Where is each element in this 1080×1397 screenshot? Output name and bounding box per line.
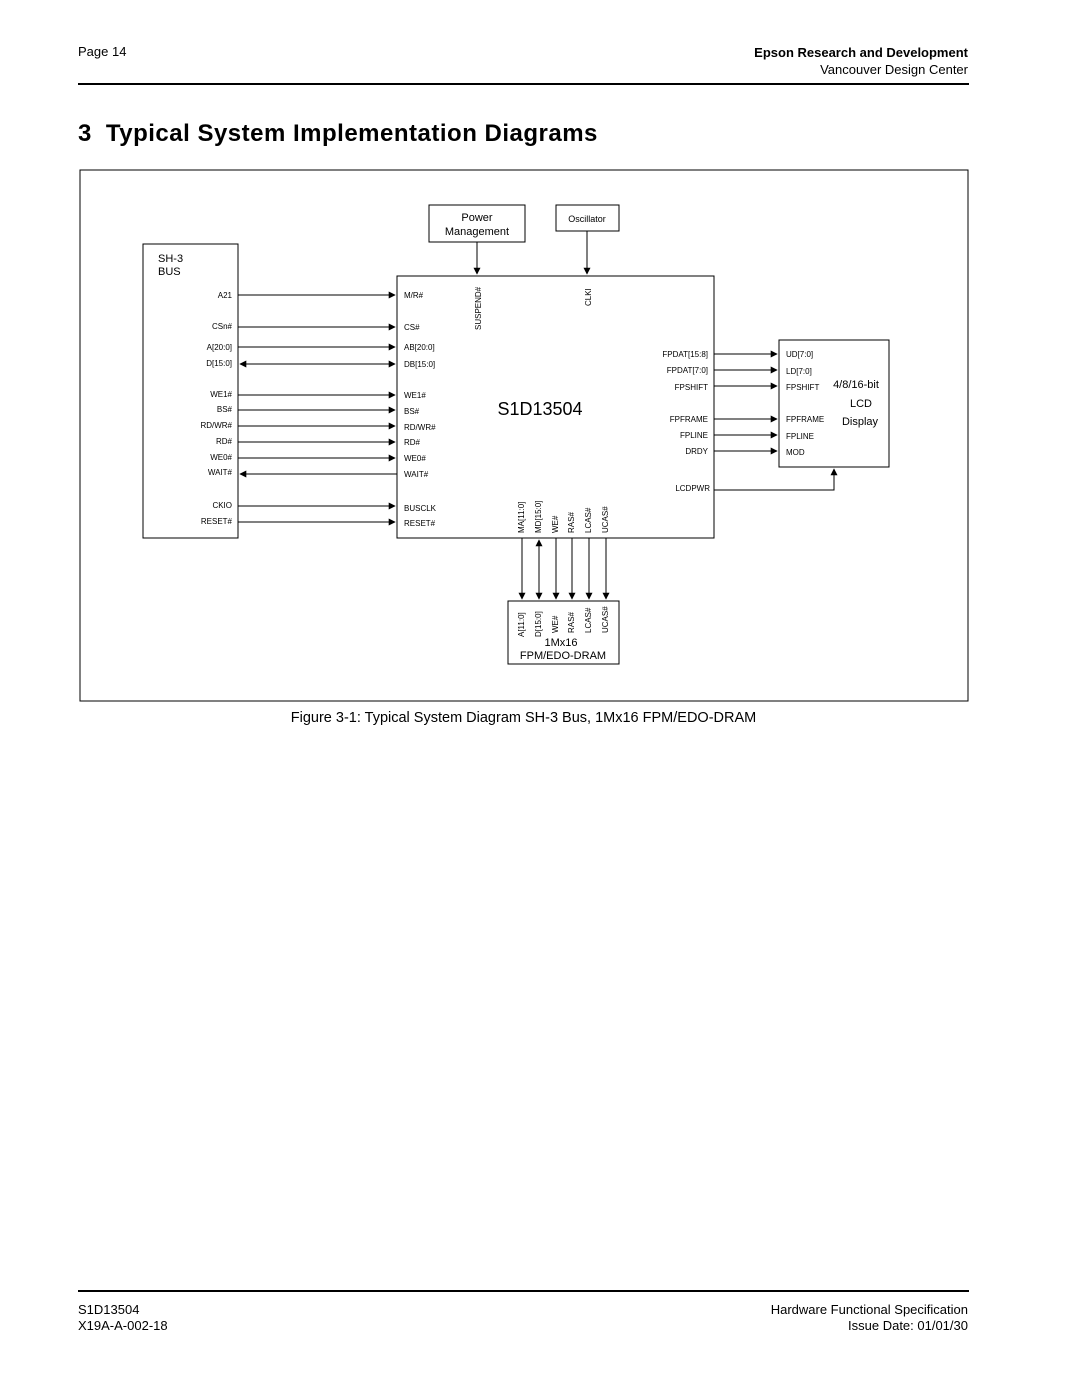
sh3-signal-reset: RESET# xyxy=(200,517,232,526)
lcd-label-line2: LCD xyxy=(849,398,873,410)
chip-name: S1D13504 xyxy=(497,399,583,419)
dram-pin-we: WE# xyxy=(551,615,560,633)
dram-label-line2: FPM/EDO-DRAM xyxy=(519,650,607,662)
power-management-line2: Management xyxy=(444,226,510,238)
power-management-line1: Power xyxy=(461,212,493,224)
dram-pin-d15-0: D[15:0] xyxy=(534,611,543,637)
lcd-pin-fpshift: FPSHIFT xyxy=(786,383,820,392)
sh3-signal-we0: WE0# xyxy=(210,453,232,462)
division-name: Vancouver Design Center xyxy=(820,62,968,77)
chip-pin-lcas: LCAS# xyxy=(584,507,593,533)
footer-right xyxy=(771,1302,968,1334)
chip-pin-lcdpwr: LCDPWR xyxy=(675,484,710,493)
chip-pin-ras: RAS# xyxy=(567,512,576,533)
section-title-text: Typical System Implementation Diagrams xyxy=(105,120,598,147)
chip-pin-we: WE# xyxy=(551,515,560,533)
chip-pin-wait: WAIT# xyxy=(404,470,429,479)
section-number: 3 xyxy=(78,120,92,147)
figure-caption: Figure 3-1: Typical System Diagram SH-3 Bus, 1Mx16 FPM/EDO-DRAM xyxy=(290,710,757,726)
conn-lcdpwr xyxy=(714,469,834,490)
chip-pin-busclk: BUSCLK xyxy=(404,504,437,513)
dram-pin-ucas: UCAS# xyxy=(601,606,610,633)
lcd-pin-ld7-0: LD[7:0] xyxy=(786,367,812,376)
chip-pin-fpframe: FPFRAME xyxy=(669,415,708,424)
sh3-signal-d15-0: D[15:0] xyxy=(206,359,232,368)
footer-issue-date: Issue Date: 01/01/30 xyxy=(848,1318,968,1333)
page-number: Page 14 xyxy=(78,44,127,59)
dram-pin-lcas: LCAS# xyxy=(584,607,593,633)
chip-pin-bs: BS# xyxy=(404,407,420,416)
lcd-pin-fpframe: FPFRAME xyxy=(786,415,825,424)
sh3-label-line2: BUS xyxy=(158,266,181,278)
sh3-signal-a20-0: A[20:0] xyxy=(206,343,232,352)
sh3-signal-we1: WE1# xyxy=(210,390,232,399)
sh3-signal-bs: BS# xyxy=(216,405,232,414)
chip-pin-mr: M/R# xyxy=(404,291,424,300)
sh3-signal-ckio: CKIO xyxy=(212,501,232,510)
sh3-signal-rdwr: RD/WR# xyxy=(200,421,232,430)
chip-pin-rd: RD# xyxy=(404,438,421,447)
chip-pin-suspend: SUSPEND# xyxy=(474,286,483,330)
dram-label-line1: 1Mx16 xyxy=(544,637,578,649)
footer-product: S1D13504 xyxy=(78,1302,140,1317)
chip-pin-db15-0: DB[15:0] xyxy=(404,360,436,369)
footer-doc-title: Hardware Functional Specification xyxy=(770,1302,968,1317)
lcd-label-line3: Display xyxy=(841,416,879,428)
chip-pin-ucas: UCAS# xyxy=(601,506,610,533)
footer-rule xyxy=(78,1290,969,1292)
company-name: Epson Research and Development xyxy=(754,45,968,60)
chip-pin-fpdat7-0: FPDAT[7:0] xyxy=(666,366,708,375)
sh3-signal-rd: RD# xyxy=(215,437,232,446)
chip-pin-we1: WE1# xyxy=(404,391,426,400)
sh3-signal-csn: CSn# xyxy=(211,322,232,331)
chip-pin-clki: CLKI xyxy=(584,288,593,306)
oscillator-label: Oscillator xyxy=(568,214,606,224)
sh3-signal-a21: A21 xyxy=(217,291,232,300)
lcd-pin-ud7-0: UD[7:0] xyxy=(786,350,814,359)
lcd-pin-fpline: FPLINE xyxy=(786,432,815,441)
chip-pin-we0: WE0# xyxy=(404,454,426,463)
chip-pin-ma11-0: MA[11:0] xyxy=(517,501,526,533)
chip-pin-drdy: DRDY xyxy=(685,447,708,456)
chip-pin-fpline: FPLINE xyxy=(679,431,708,440)
chip-pin-reset: RESET# xyxy=(404,519,436,528)
chip-pin-cs: CS# xyxy=(404,323,420,332)
chip-pin-fpshift: FPSHIFT xyxy=(674,383,708,392)
chip-pin-md15-0: MD[15:0] xyxy=(534,500,543,533)
footer-doc-number: X19A-A-002-18 xyxy=(78,1318,168,1333)
chip-pin-ab20-0: AB[20:0] xyxy=(404,343,435,352)
dram-pin-a11-0: A[11:0] xyxy=(517,612,526,637)
lcd-pin-mod: MOD xyxy=(786,448,805,457)
chip-pin-fpdat15-8: FPDAT[15:8] xyxy=(662,350,708,359)
chip-pin-rdwr: RD/WR# xyxy=(404,423,436,432)
sh3-label-line1: SH-3 xyxy=(158,253,184,265)
dram-pin-ras: RAS# xyxy=(567,612,576,633)
lcd-label-line1: 4/8/16-bit xyxy=(833,379,879,391)
footer-left xyxy=(78,1302,168,1334)
sh3-signal-wait: WAIT# xyxy=(207,468,232,477)
